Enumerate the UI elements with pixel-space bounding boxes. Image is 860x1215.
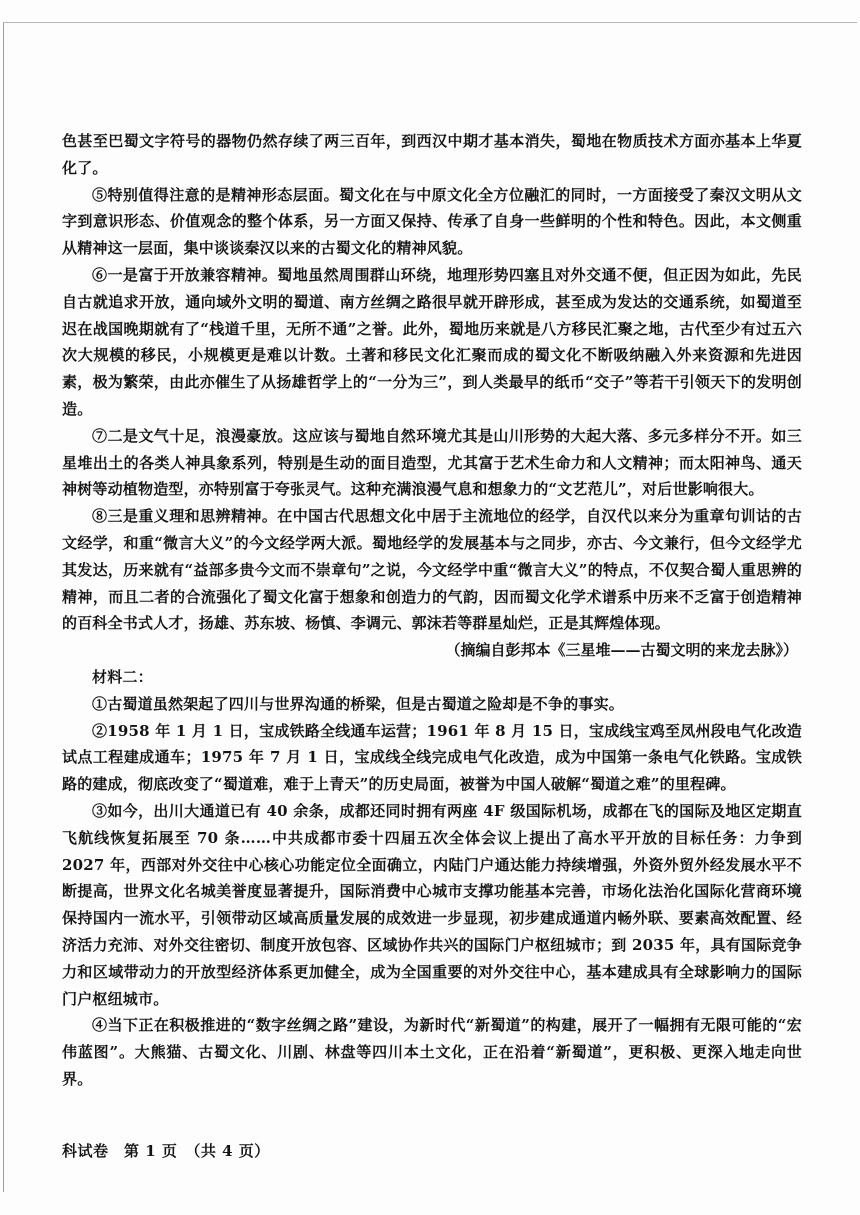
material-two-paragraph-3: ③如今，出川大通道已有 40 余条，成都还同时拥有两座 4F 级国际机场，成都在飞的国际及地区定期直飞航线恢复拓展至 70 条……中共成都市委十四届五次全体会议上提出了高水平开放的目标任务：力争到 2027 年，西部对外交往中心核心功能定位全面确立，内陆门户通达能力持续增强，外资外贸外经发展水平不断提高，世界文化名城美誉度显著提升，国际消费中心城市支撑功能基本完善，市场化法治化国际化营商环境保持国内一流水平，引领带动区域高质量发展的成效进一步显现，初步建成通道内畅外联、要素高效配置、经济活力充沛、对外交往密切、制度开放包容、区域协作共兴的国际门户枢纽城市；到 2035 年，具有国际竞争力和区域带动力的开放型经济体系更加健全，成为全国重要的对外交往中心，基本建成具有全球影响力的国际门户枢纽城市。 bbox=[62, 801, 802, 1008]
material-two-label: 材料二： bbox=[92, 667, 153, 686]
material-two-paragraph-1: ①古蜀道虽然架起了四川与世界沟通的桥梁，但是古蜀道之险却是不争的事实。 bbox=[92, 694, 625, 713]
page-edge-top bbox=[3, 22, 857, 23]
page-footer: 科试卷 第 1 页 （共 4 页） bbox=[62, 1142, 270, 1160]
paragraph-continuation: 色甚至巴蜀文字符号的器物仍然存续了两三百年，到西汉中期才基本消失，蜀地在物质技术方面亦基本上华夏化了。 bbox=[62, 132, 802, 177]
material-two-paragraph-4: ④当下正在积极推进的“数字丝绸之路”建设，为新时代“新蜀道”的构建，展开了一幅拥有无限可能的“宏伟蓝图”。大熊猫、古蜀文化、川剧、林盘等四川本土文化，正在沿着“新蜀道”，更积极、更深入地走向世界。 bbox=[62, 1016, 802, 1088]
material-two-paragraph-2: ②1958 年 1 月 1 日，宝成铁路全线通车运营；1961 年 8 月 15 日，宝成线宝鸡至凤州段电气化改造试点工程建成通车；1975 年 7 月 1 日，宝成线全线完成电气化改造，成为中国第一条电气化铁路。宝成铁路的建成，彻底改变了“蜀道难，难于上青天”的历史局面，被誉为中国人破解“蜀道之难”的里程碑。 bbox=[62, 721, 802, 794]
page-edge-left bbox=[3, 22, 4, 1192]
source-citation: （摘编自彭邦本《三星堆——古蜀文明的来龙去脉》） bbox=[445, 641, 798, 660]
paragraph-5: ⑤特别值得注意的是精神形态层面。蜀文化在与中原文化全方位融汇的同时，一方面接受了秦汉文明从文字到意识形态、价值观念的整个体系，另一方面又保持、传承了自身一些鲜明的个性和特色。因此，本文侧重从精神这一层面，集中谈谈秦汉以来的古蜀文化的精神风貌。 bbox=[62, 185, 802, 258]
paragraph-8: ⑧三是重义理和思辨精神。在中国古代思想文化中居于主流地位的经学，自汉代以来分为重章句训诂的古文经学，和重“微言大义”的今文经学两大派。蜀地经学的发展基本与之同步，亦古、今文兼行，但今文经学尤其发达，历来就有“益部多贵今文而不崇章句”之说，今文经学中重“微言大义”的特点，不仅契合蜀人重思辨的精神，而且二者的合流强化了蜀文化富于想象和创造力的气韵，因而蜀文化学术谱系中历来不乏富于创造精神的百科全书式人才，扬雄、苏东坡、杨慎、李调元、郭沫若等群星灿烂，正是其辉煌体现。 bbox=[62, 507, 802, 633]
paragraph-6: ⑥一是富于开放兼容精神。蜀地虽然周围群山环绕，地理形势四塞且对外交通不便，但正因为如此，先民自古就追求开放，通向域外文明的蜀道、南方丝绸之路很早就开辟形成，甚至成为发达的交通系统，如蜀道至迟在战国晚期就有了“栈道千里，无所不通”之誉。此外，蜀地历来就是八方移民汇聚之地，古代至少有过五六次大规模的移民，小规模更是难以计数。土著和移民文化汇聚而成的蜀文化不断吸纳融入外来资源和先进因素，极为繁荣，由此亦催生了从扬雄哲学上的“一分为三”，到人类最早的纸币“交子”等若干引领天下的发明创造。 bbox=[62, 265, 802, 418]
reading-material bbox=[62, 128, 802, 1093]
paragraph-7: ⑦二是文气十足，浪漫豪放。这应该与蜀地自然环境尤其是山川形势的大起大落、多元多样分不开。如三星堆出土的各类人神具象系列，特别是生动的面目造型，尤其富于艺术生命力和人文精神；而太阳神鸟、通天神树等动植物造型，亦特别富于夸张灵气。这种充满浪漫气息和想象力的“文艺范儿”，对后世影响很大。 bbox=[62, 426, 802, 499]
